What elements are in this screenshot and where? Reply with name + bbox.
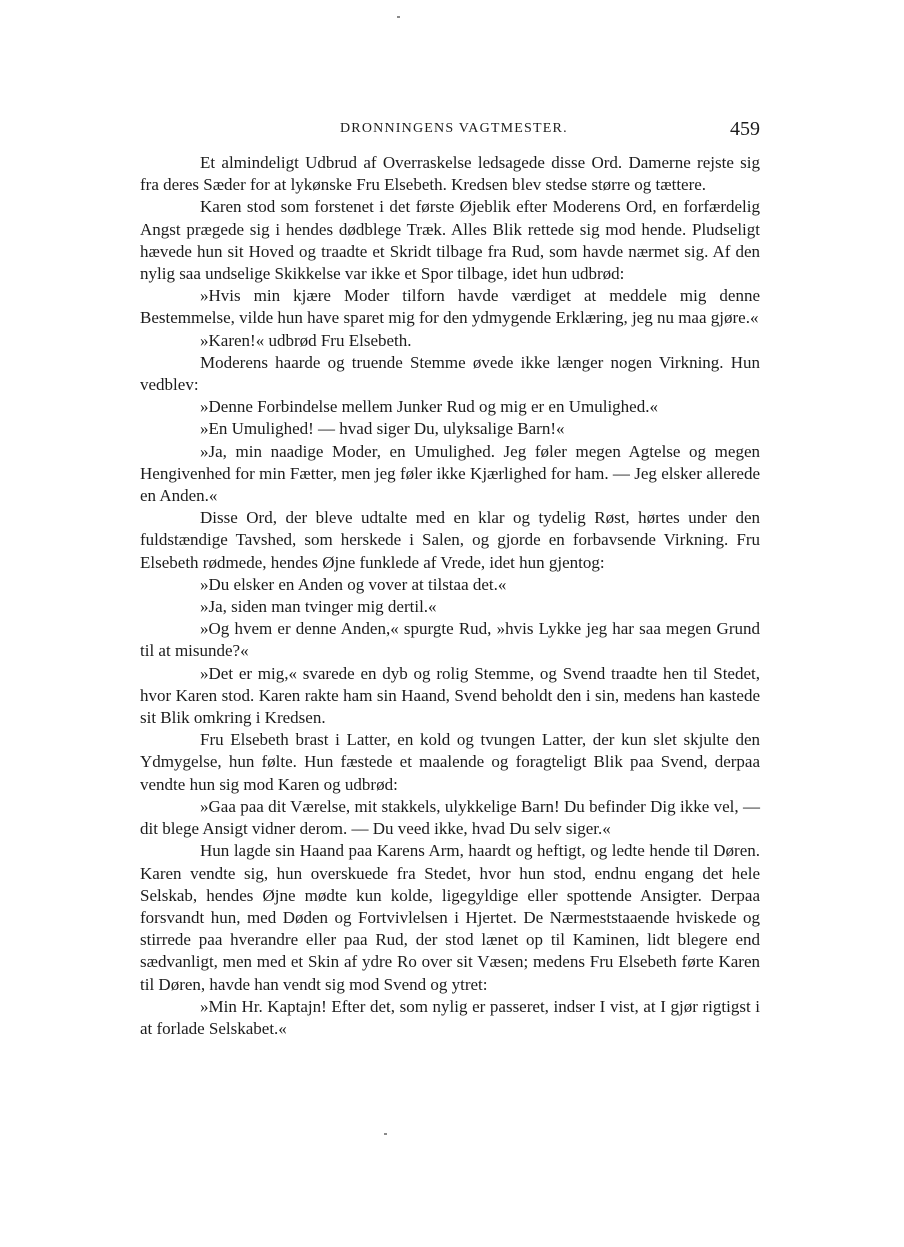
paragraph: Karen stod som forstenet i det første Øjeblik efter Moderens Ord, en forfærdelig Angst prægede sig i hendes dødblege Træk. Alles Blik rettede sig mod hende. Pludseligt hævede hun sit Hoved og traadte et Skridt tilbage fra Rud, som havde nærmet sig. Af den nylig saa undselige Skikkelse var ikke et Spor tilbage, idet hun udbrød: [140,197,760,284]
paragraph: »Karen!« udbrød Fru Elsebeth. [200,330,412,350]
paragraph: »Og hvem er denne Anden,« spurgte Rud, »hvis Lykke jeg har saa megen Grund til at misunde?« [140,619,760,661]
paragraph: »Det er mig,« svarede en dyb og rolig Stemme, og Svend traadte hen til Stedet, hvor Karen stod. Karen rakte ham sin Haand, Svend beholdt den i sin, medens han kastede sit Blik omkring i Kredsen. [140,663,760,728]
page-number: 459 [730,118,760,140]
book-page [140,118,760,1040]
running-title: DRONNINGENS VAGTMESTER. [340,121,568,136]
paragraph: Hun lagde sin Haand paa Karens Arm, haardt og heftigt, og ledte hende til Døren. Karen vendte sig, hun overskuede fra Stedet, hvor hun stod, endnu engang det hele Selskab, hendes Øjne mødte kun kolde, ligegyldige eller spottende Ansigter. Derpaa forsvandt hun, med Døden og Fortvivlelsen i Hjertet. De Nærmeststaaende hviskede og stirrede paa hverandre eller paa Rud, der stod lænet op til Kaminen, lidt blegere end sædvanligt, men med et Skin af ydre Ro over sit Væsen; medens Fru Elsebeth førte Karen til Døren, havde han vendt sig mod Svend og ytret: [140,841,760,994]
page-header [140,118,760,152]
paragraph: »Ja, siden man tvinger mig dertil.« [200,597,437,617]
paragraph: »Ja, min naadige Moder, en Umulighed. Jeg føler megen Agtelse og megen Hengivenhed for min Fætter, men jeg føler ikke Kjærlighed for ham. — Jeg elsker allerede en Anden.« [140,441,760,506]
paragraph: »Du elsker en Anden og vover at tilstaa det.« [200,574,507,594]
paragraph: »En Umulighed! — hvad siger Du, ulyksalige Barn!« [200,419,565,439]
scan-speck-bottom [384,1133,387,1135]
paragraph: »Hvis min kjære Moder tilforn havde værdiget at meddele mig denne Bestemmelse, vilde hun have sparet mig for den ydmygende Erklæring, jeg nu maa gjøre.« [140,286,760,328]
paragraph: Disse Ord, der bleve udtalte med en klar og tydelig Røst, hørtes under den fuldstændige Tavshed, som herskede i Salen, og gjorde en forbavsende Virkning. Fru Elsebeth rødmede, hendes Øjne funklede af Vrede, idet hun gjentog: [140,508,760,572]
paragraph: Moderens haarde og truende Stemme øvede ikke længer nogen Virkning. Hun vedblev: [140,352,760,395]
scan-speck-top [397,16,400,18]
paragraph: Fru Elsebeth brast i Latter, en kold og tvungen Latter, der kun slet skjulte den Ydmygelse, hun følte. Hun fæstede et maalende og foragteligt Blik paa Svend, derpaa vendte hun sig mod Karen og udbrød: [140,730,760,794]
paragraph: »Gaa paa dit Værelse, mit stakkels, ulykkelige Barn! Du befinder Dig ikke vel, — dit blege Ansigt vidner derom. — Du veed ikke, hvad Du selv siger.« [140,796,760,839]
body-text [140,152,760,1040]
paragraph: Et almindeligt Udbrud af Overraskelse ledsagede disse Ord. Damerne rejste sig fra deres Sæder for at lykønske Fru Elsebeth. Kredsen blev stedse større og tættere. [140,153,760,195]
paragraph: »Min Hr. Kaptajn! Efter det, som nylig er passeret, indser I vist, at I gjør rigtigst i at forlade Selskabet.« [140,996,760,1038]
paragraph: »Denne Forbindelse mellem Junker Rud og mig er en Umulighed.« [200,397,658,417]
